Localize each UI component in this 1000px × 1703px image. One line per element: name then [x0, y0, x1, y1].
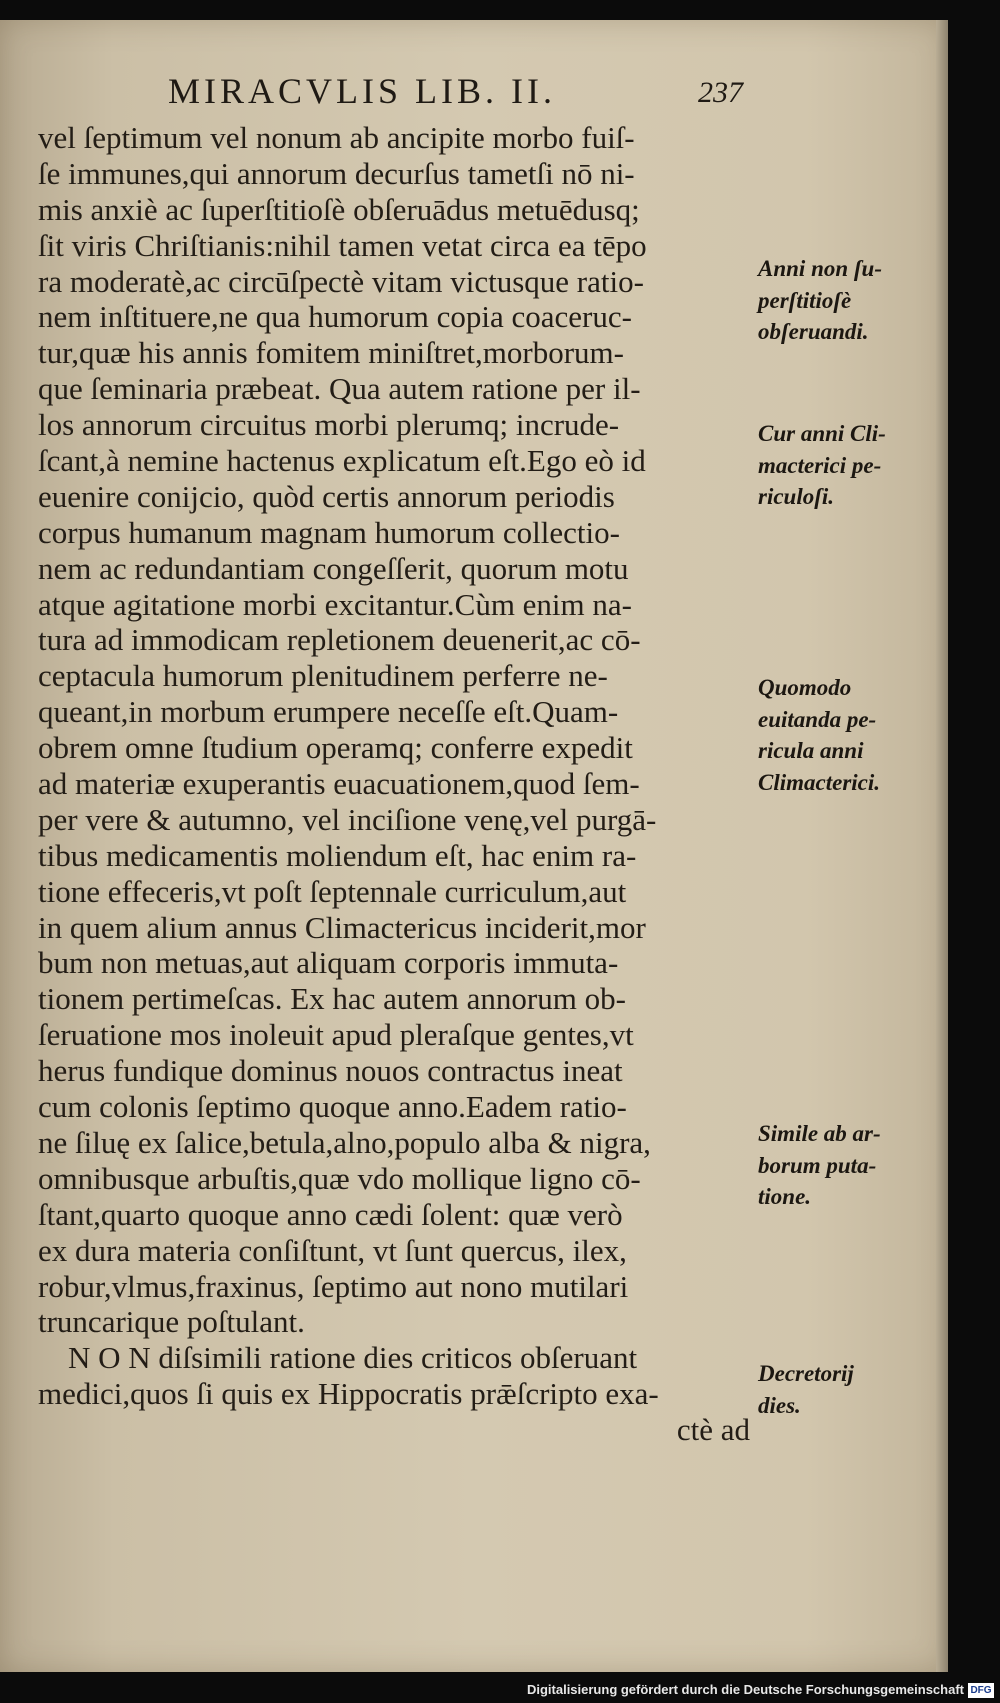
- text-line: nem ac redundantiam congeſſerit, quorum motu: [38, 550, 629, 586]
- page-edge: [936, 20, 948, 1672]
- text-line: ne ſiluę ex ſalice,betula,alno,populo alba & nigra,: [38, 1124, 651, 1160]
- text-line: tione effeceris,vt poſt ſeptennale curriculum,aut: [38, 873, 627, 909]
- funding-credit: Digitalisierung gefördert durch die Deutsche Forschungsgemeinschaft: [526, 1682, 964, 1697]
- text-line: ſit viris Chriſtianis:nihil tamen vetat circa ea tēpo: [38, 227, 647, 263]
- text-line: herus fundique dominus nouos contractus ineat: [38, 1053, 623, 1089]
- text-line: cum colonis ſeptimo quoque anno.Eadem ratio-: [38, 1089, 627, 1125]
- text-line: corpus humanum magnam humorum collectio-: [38, 514, 620, 550]
- text-line: ſtant,quarto quoque anno cædi ſolent: quæ verò: [38, 1196, 623, 1232]
- digitization-footer: [0, 1680, 1000, 1703]
- text-line: nem inſtituere,ne qua humorum copia coaceruc-: [38, 299, 632, 335]
- text-line: truncarique poſtulant.: [38, 1304, 305, 1340]
- dfg-logo-icon: DFG: [968, 1683, 994, 1698]
- text-line: robur,vlmus,fraxinus, ſeptimo aut nono mutilari: [38, 1268, 629, 1304]
- margin-note-decretorij-dies: Decretorij dies.: [758, 1361, 854, 1418]
- text-line: ra moderatè,ac circūſpectè vitam victusque ratio-: [38, 263, 644, 299]
- margin-note-anni-non-superstitiose: Anni non ſu- perſtitioſè obſeruandi.: [758, 256, 883, 344]
- page-header: [168, 52, 743, 114]
- text-line: tibus medicamentis moliendum eſt, hac enim ra-: [38, 837, 637, 873]
- margin-note-simile-ab-arborum: Simile ab ar- borum puta- tione.: [758, 1121, 881, 1209]
- margin-note-quomodo-euitanda: Quomodo euitanda pe- ricula anni Climacterici.: [758, 675, 881, 795]
- text-line: medici,quos ſi quis ex Hippocratis prǣſcripto exa-: [38, 1376, 659, 1412]
- text-line: obrem omne ſtudium operamq; conferre expedit: [38, 730, 633, 766]
- text-line: tur,quæ his annis fomitem miniſtret,morborum-: [38, 335, 624, 371]
- text-line: tura ad immodicam repletionem deuenerit,ac cō-: [38, 622, 641, 658]
- catchword-line: ctè ad: [676, 1412, 750, 1448]
- text-line: ceptacula humorum plenitudinem perferre ne-: [38, 658, 608, 694]
- text-line: omnibusque arbuſtis,quæ vdo mollique ligno cō-: [38, 1160, 641, 1196]
- text-line: tionem pertimeſcas. Ex hac autem annorum ob-: [38, 981, 626, 1017]
- text-line: vel ſeptimum vel nonum ab ancipite morbo fuiſ-: [38, 120, 635, 155]
- paragraph-start-line: N O N diſsimili ratione dies criticos obſeruant: [68, 1340, 638, 1376]
- text-line: atque agitatione morbi excitantur.Cùm enim na-: [38, 586, 632, 622]
- text-line: mis anxiè ac ſuperſtitioſè obſeruādus metuēdusq;: [38, 191, 640, 227]
- text-line: que ſeminaria præbeat. Qua autem ratione per il-: [38, 371, 641, 407]
- text-line: euenire conijcio, quòd certis annorum periodis: [38, 478, 615, 514]
- text-line: ſcant,à nemine hactenus explicatum eſt.Ego eò id: [38, 443, 646, 479]
- text-line: los annorum circuitus morbi plerumq; incrude-: [38, 407, 620, 443]
- text-line: per vere & autumno, vel inciſione venę,vel purgā-: [38, 801, 657, 837]
- main-text-block: [38, 120, 758, 1448]
- running-title: MIRACVLIS LIB. II.: [168, 71, 556, 111]
- text-line: queant,in morbum erumpere neceſſe eſt.Quam-: [38, 694, 619, 730]
- text-line: bum non metuas,aut aliquam corporis immuta-: [38, 945, 619, 981]
- text-line: ex dura materia conſiſtunt, vt ſunt quercus, ilex,: [38, 1232, 627, 1268]
- text-line: in quem alium annus Climactericus inciderit,mor: [38, 909, 646, 945]
- margin-note-cur-anni-climacterici: Cur anni Cli- macterici pe- riculoſi.: [758, 421, 886, 509]
- text-line: ſe immunes,qui annorum decurſus tametſi nō ni-: [38, 155, 635, 191]
- text-line: ſeruatione mos inoleuit apud pleraſque gentes,vt: [38, 1017, 634, 1053]
- page-number: 237: [698, 76, 743, 109]
- text-line: ad materiæ exuperantis euacuationem,quod ſem-: [38, 766, 640, 802]
